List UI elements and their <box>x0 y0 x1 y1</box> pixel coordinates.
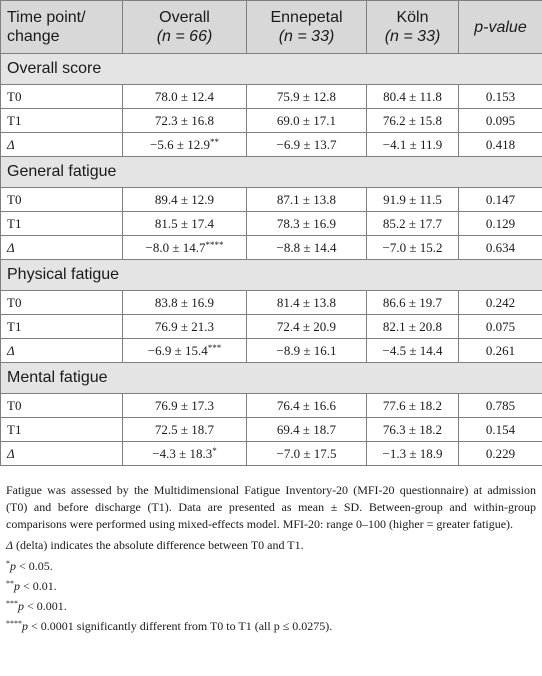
cell-ennepetal: 69.4 ± 18.7 <box>247 418 367 442</box>
row-label: Δ <box>1 442 123 466</box>
footnote: ****p < 0.0001 significantly different from T0 to T1 (all p ≤ 0.0275). <box>6 619 333 633</box>
cell-overall: 83.8 ± 16.9 <box>123 291 247 315</box>
table-row <box>1 418 542 442</box>
table-row <box>1 212 542 236</box>
cell-overall: −5.6 ± 12.9** <box>123 133 247 157</box>
section-row <box>1 54 542 85</box>
row-label: T1 <box>1 315 123 339</box>
cell-overall: 89.4 ± 12.9 <box>123 188 247 212</box>
cell-overall: 72.3 ± 16.8 <box>123 109 247 133</box>
row-label: T0 <box>1 188 123 212</box>
table-header-row <box>1 1 542 54</box>
cell-p-value: 0.229 <box>459 442 542 466</box>
footnote: ***p < 0.001. <box>6 599 67 613</box>
table-notes <box>6 482 536 638</box>
table-row <box>1 236 542 260</box>
header-ennepetal: Ennepetal (n = 33) <box>247 1 367 54</box>
footnote: **p < 0.01. <box>6 579 57 593</box>
cell-ennepetal: 87.1 ± 13.8 <box>247 188 367 212</box>
table-row <box>1 109 542 133</box>
row-label: Δ <box>1 236 123 260</box>
cell-p-value: 0.418 <box>459 133 542 157</box>
row-label: T1 <box>1 418 123 442</box>
cell-p-value: 0.129 <box>459 212 542 236</box>
section-row <box>1 157 542 188</box>
cell-koln: −4.1 ± 11.9 <box>367 133 459 157</box>
cell-p-value: 0.634 <box>459 236 542 260</box>
cell-p-value: 0.261 <box>459 339 542 363</box>
cell-ennepetal: 72.4 ± 20.9 <box>247 315 367 339</box>
row-label: Δ <box>1 339 123 363</box>
cell-koln: −4.5 ± 14.4 <box>367 339 459 363</box>
row-label: T0 <box>1 85 123 109</box>
cell-ennepetal: −6.9 ± 13.7 <box>247 133 367 157</box>
header-p-value: p-value <box>459 1 542 54</box>
cell-koln: 85.2 ± 17.7 <box>367 212 459 236</box>
section-title: General fatigue <box>1 157 542 188</box>
table-row <box>1 291 542 315</box>
cell-koln: 82.1 ± 20.8 <box>367 315 459 339</box>
cell-ennepetal: 69.0 ± 17.1 <box>247 109 367 133</box>
row-label: T1 <box>1 109 123 133</box>
table-row <box>1 188 542 212</box>
cell-koln: 80.4 ± 11.8 <box>367 85 459 109</box>
table-row <box>1 133 542 157</box>
cell-koln: 77.6 ± 18.2 <box>367 394 459 418</box>
cell-ennepetal: −8.8 ± 14.4 <box>247 236 367 260</box>
row-label: Δ <box>1 133 123 157</box>
cell-p-value: 0.785 <box>459 394 542 418</box>
cell-overall: 81.5 ± 17.4 <box>123 212 247 236</box>
section-title: Mental fatigue <box>1 363 542 394</box>
section-row <box>1 363 542 394</box>
header-time-point: Time point/ change <box>1 1 123 54</box>
cell-p-value: 0.147 <box>459 188 542 212</box>
cell-koln: 91.9 ± 11.5 <box>367 188 459 212</box>
row-label: T1 <box>1 212 123 236</box>
table-row <box>1 315 542 339</box>
table-row <box>1 339 542 363</box>
cell-p-value: 0.242 <box>459 291 542 315</box>
row-label: T0 <box>1 394 123 418</box>
row-label: T0 <box>1 291 123 315</box>
cell-koln: 76.2 ± 15.8 <box>367 109 459 133</box>
cell-p-value: 0.154 <box>459 418 542 442</box>
cell-koln: −1.3 ± 18.9 <box>367 442 459 466</box>
header-koln: Köln (n = 33) <box>367 1 459 54</box>
cell-ennepetal: 81.4 ± 13.8 <box>247 291 367 315</box>
table-row <box>1 85 542 109</box>
footnote: *p < 0.05. <box>6 559 53 573</box>
cell-p-value: 0.153 <box>459 85 542 109</box>
cell-ennepetal: 76.4 ± 16.6 <box>247 394 367 418</box>
section-row <box>1 260 542 291</box>
cell-p-value: 0.075 <box>459 315 542 339</box>
cell-overall: 78.0 ± 12.4 <box>123 85 247 109</box>
cell-overall: −4.3 ± 18.3* <box>123 442 247 466</box>
header-overall: Overall (n = 66) <box>123 1 247 54</box>
cell-koln: −7.0 ± 15.2 <box>367 236 459 260</box>
section-title: Physical fatigue <box>1 260 542 291</box>
cell-p-value: 0.095 <box>459 109 542 133</box>
cell-overall: −6.9 ± 15.4*** <box>123 339 247 363</box>
table-row <box>1 442 542 466</box>
cell-ennepetal: −7.0 ± 17.5 <box>247 442 367 466</box>
cell-overall: 76.9 ± 21.3 <box>123 315 247 339</box>
cell-ennepetal: −8.9 ± 16.1 <box>247 339 367 363</box>
cell-ennepetal: 75.9 ± 12.8 <box>247 85 367 109</box>
cell-koln: 76.3 ± 18.2 <box>367 418 459 442</box>
cell-overall: 76.9 ± 17.3 <box>123 394 247 418</box>
cell-overall: 72.5 ± 18.7 <box>123 418 247 442</box>
cell-ennepetal: 78.3 ± 16.9 <box>247 212 367 236</box>
section-title: Overall score <box>1 54 542 85</box>
table-description: Fatigue was assessed by the Multidimensional Fatigue Inventory-20 (MFI-20 questionnaire) at admission (T0) and before discharge (T1). Data are presented as mean ± SD. Between-group and within-group comparisons were performed using mixed-effects model. MFI-20: range 0–100 (higher = greater fatigue). <box>6 483 536 531</box>
delta-note: Δ (delta) indicates the absolute difference between T0 and T1. <box>6 538 304 552</box>
cell-overall: −8.0 ± 14.7**** <box>123 236 247 260</box>
table-row <box>1 394 542 418</box>
cell-koln: 86.6 ± 19.7 <box>367 291 459 315</box>
